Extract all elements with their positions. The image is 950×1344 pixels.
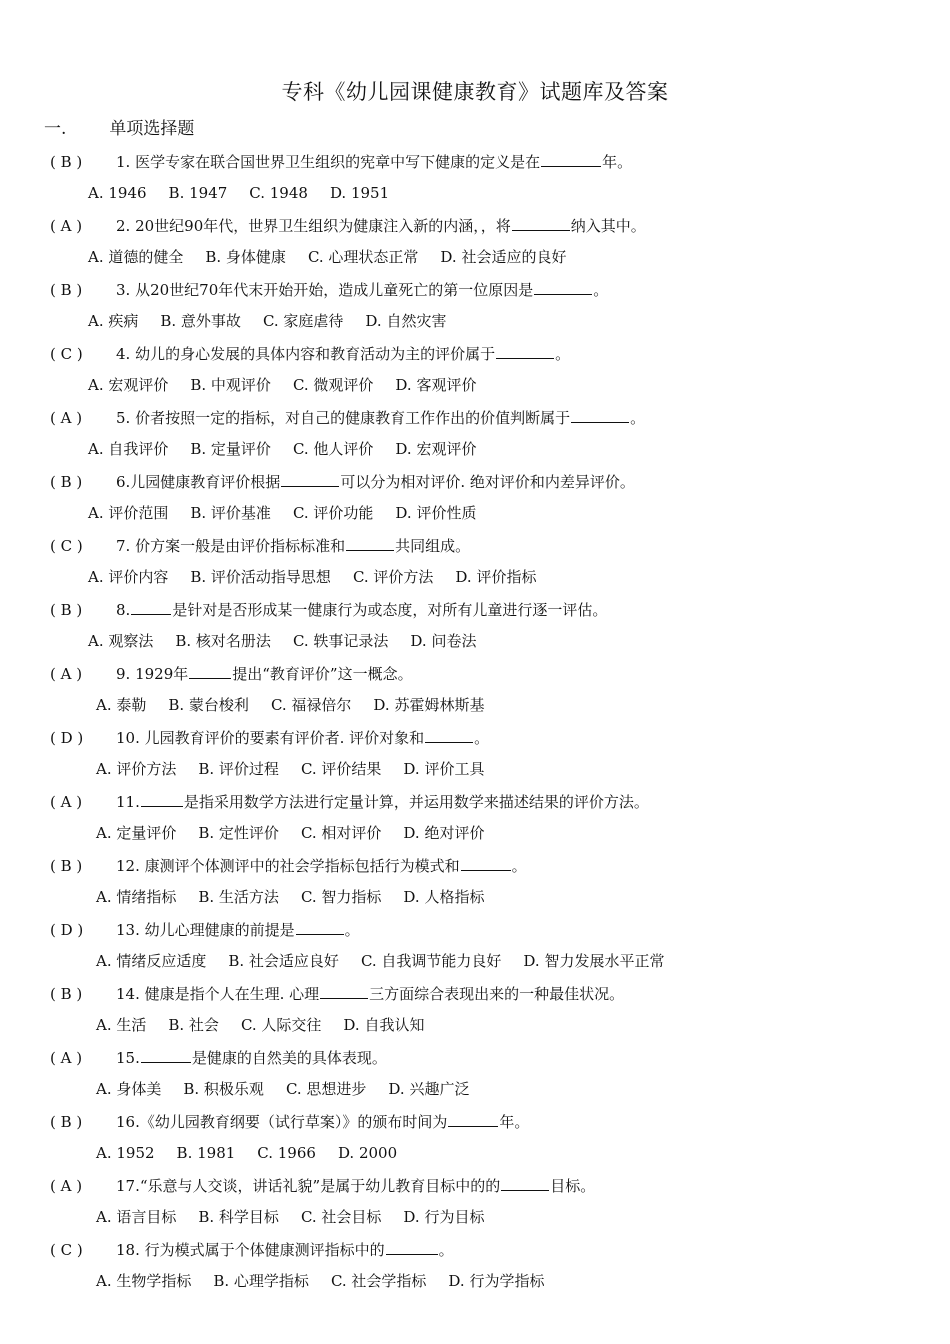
question-text-tail: 。: [438, 1241, 454, 1259]
option-b: B. 中观评价: [190, 376, 271, 394]
answer-marker: ( C ): [50, 537, 83, 555]
question-line: [50, 468, 635, 494]
option-c: C. 评价方法: [352, 568, 434, 586]
question-text-tail: 提出“教育评价”这一概念。: [232, 665, 413, 683]
question-line: [50, 596, 607, 622]
answer-marker: ( B ): [50, 601, 83, 619]
options-line: [88, 500, 498, 526]
question-item: [50, 722, 910, 786]
question-text: 15.: [116, 1049, 140, 1067]
question-line: [50, 404, 645, 430]
question-text-tail: 可以分为相对评价. 绝对评价和内差异评价。: [340, 473, 635, 491]
option-b: B. 蒙台梭利: [168, 696, 249, 714]
option-b: B. 1947: [168, 184, 228, 202]
answer-marker: ( C ): [50, 1241, 83, 1259]
option-b: B. 心理学指标: [213, 1272, 309, 1290]
question-text-tail: 是指采用数学方法进行定量计算，并运用数学来描述结果的评价方法。: [183, 793, 649, 811]
option-d: D. 客观评价: [395, 376, 477, 394]
question-text: 18. 行为模式属于个体健康测评指标中的: [116, 1241, 385, 1259]
option-b: B. 评价基准: [190, 504, 271, 522]
question-item: [50, 1042, 910, 1106]
option-d: D. 自然灾害: [365, 312, 447, 330]
option-a: A. 情绪反应适度: [96, 952, 207, 970]
option-a: A. 疾病: [88, 312, 139, 330]
question-item: [50, 274, 910, 338]
option-c: C. 人际交往: [240, 1016, 322, 1034]
fill-blank: [571, 404, 629, 423]
option-a: A. 评价范围: [88, 504, 169, 522]
options-line: [88, 436, 498, 462]
option-c: C. 他人评价: [292, 440, 374, 458]
options-line: [96, 1076, 491, 1102]
question-item: [50, 978, 910, 1042]
question-text: 8.: [116, 601, 131, 619]
option-b: B. 生活方法: [198, 888, 279, 906]
question-line: [50, 724, 489, 750]
question-text-tail: 。: [474, 729, 490, 747]
fill-blank: [448, 1108, 498, 1127]
question-item: [50, 1234, 910, 1298]
question-text: 2. 20世纪90年代，世界卫生组织为健康注入新的内涵，，将: [116, 217, 511, 235]
section-heading: [44, 114, 194, 139]
option-a: A. 生物学指标: [96, 1272, 192, 1290]
question-item: [50, 210, 910, 274]
option-a: A. 自我评价: [88, 440, 169, 458]
fill-blank: [425, 724, 473, 743]
option-d: D. 2000: [337, 1144, 398, 1162]
options-line: [88, 372, 498, 398]
question-line: [50, 1236, 454, 1262]
answer-marker: ( D ): [50, 921, 84, 939]
answer-marker: ( B ): [50, 153, 83, 171]
question-line: [50, 1172, 595, 1198]
question-text-tail: 是健康的自然美的具体表现。: [191, 1049, 387, 1067]
options-line: [96, 1140, 419, 1166]
question-item: [50, 658, 910, 722]
option-c: C. 1948: [249, 184, 308, 202]
question-text: 16.《幼儿园教育纲要（试行草案）》的颁布时间为: [116, 1113, 448, 1131]
option-a: A. 评价内容: [88, 568, 169, 586]
options-line: [96, 692, 506, 718]
option-c: C. 社会学指标: [330, 1272, 427, 1290]
question-text-tail: 年。: [499, 1113, 530, 1131]
option-c: C. 智力指标: [300, 888, 382, 906]
option-a: A. 生活: [96, 1016, 147, 1034]
section-label: 单项选择题: [109, 119, 195, 139]
answer-marker: ( A ): [50, 409, 83, 427]
options-line: [88, 244, 588, 270]
question-item: [50, 1170, 910, 1234]
question-line: [50, 788, 649, 814]
option-c: C. 家庭虐待: [262, 312, 344, 330]
option-b: B. 1981: [176, 1144, 236, 1162]
document-title: 专科《幼儿园课健康教育》试题库及答案: [281, 80, 669, 104]
options-line: [88, 564, 558, 590]
option-d: D. 苏霍姆林斯基: [373, 696, 485, 714]
option-a: A. 道德的健全: [88, 248, 184, 266]
question-text-tail: 。: [344, 921, 360, 939]
option-a: A. 定量评价: [96, 824, 177, 842]
question-text-tail: 。: [555, 345, 571, 363]
option-a: A. 宏观评价: [88, 376, 169, 394]
option-b: B. 科学目标: [198, 1208, 279, 1226]
options-line: [96, 756, 506, 782]
option-a: A. 评价方法: [96, 760, 177, 778]
option-d: D. 自我认知: [343, 1016, 425, 1034]
option-c: C. 1966: [257, 1144, 316, 1162]
question-text-tail: 共同组成。: [395, 537, 471, 555]
fill-blank: [541, 148, 601, 167]
question-text: 10. 儿园教育评价的要素有评价者. 评价对象和: [116, 729, 425, 747]
option-d: D. 智力发展水平正常: [523, 952, 665, 970]
question-text-tail: 。: [593, 281, 609, 299]
option-c: C. 社会目标: [300, 1208, 382, 1226]
question-item: [50, 146, 910, 210]
option-a: A. 1946: [88, 184, 147, 202]
fill-blank: [461, 852, 511, 871]
question-text: 1. 医学专家在联合国世界卫生组织的宪章中写下健康的定义是在: [116, 153, 541, 171]
question-text: 13. 幼儿心理健康的前提是: [116, 921, 295, 939]
answer-marker: ( A ): [50, 217, 83, 235]
options-line: [96, 948, 686, 974]
question-text: 3. 从20世纪70年代末开始开始，造成儿童死亡的第一位原因是: [116, 281, 534, 299]
fill-blank: [296, 916, 344, 935]
options-line: [88, 628, 498, 654]
question-text: 6.儿园健康教育评价根据: [116, 473, 281, 491]
question-text: 4. 幼儿的身心发展的具体内容和教育活动为主的评价属于: [116, 345, 496, 363]
fill-blank: [496, 340, 554, 359]
option-c: C. 福禄倍尔: [270, 696, 352, 714]
fill-blank: [386, 1236, 438, 1255]
option-d: D. 行为学指标: [448, 1272, 545, 1290]
answer-marker: ( A ): [50, 1049, 83, 1067]
option-b: B. 意外事故: [160, 312, 241, 330]
question-item: [50, 850, 910, 914]
option-d: D. 社会适应的良好: [440, 248, 567, 266]
fill-blank: [534, 276, 592, 295]
section-number: 一.: [44, 119, 67, 139]
option-b: B. 身体健康: [205, 248, 286, 266]
option-d: D. 问卷法: [410, 632, 477, 650]
option-b: B. 社会适应良好: [228, 952, 339, 970]
answer-marker: ( C ): [50, 345, 83, 363]
option-d: D. 人格指标: [403, 888, 485, 906]
option-d: D. 宏观评价: [395, 440, 477, 458]
option-b: B. 社会: [168, 1016, 219, 1034]
question-text: 9. 1929年: [116, 665, 189, 683]
question-item: [50, 594, 910, 658]
question-line: [50, 276, 608, 302]
answer-marker: ( A ): [50, 665, 83, 683]
question-text-tail: 三方面综合表现出来的一种最佳状况。: [369, 985, 625, 1003]
fill-blank: [141, 788, 183, 807]
option-a: A. 情绪指标: [96, 888, 177, 906]
answer-marker: ( B ): [50, 985, 83, 1003]
question-text: 17.“乐意与人交谈，讲话礼貌”是属于幼儿教育目标中的的: [116, 1177, 501, 1195]
option-c: C. 思想进步: [285, 1080, 367, 1098]
option-b: B. 评价活动指导思想: [190, 568, 331, 586]
answer-marker: ( B ): [50, 281, 83, 299]
question-line: [50, 340, 570, 366]
answer-marker: ( A ): [50, 793, 83, 811]
question-item: [50, 914, 910, 978]
option-c: C. 评价结果: [300, 760, 382, 778]
options-line: [88, 308, 468, 334]
fill-blank: [501, 1172, 549, 1191]
fill-blank: [512, 212, 570, 231]
question-text: 12. 康测评个体测评中的社会学指标包括行为模式和: [116, 857, 460, 875]
fill-blank: [189, 660, 231, 679]
question-line: [50, 916, 360, 942]
question-text-tail: 纳入其中。: [570, 217, 646, 235]
question-line: [50, 532, 470, 558]
question-text: 11.: [116, 793, 140, 811]
question-item: [50, 402, 910, 466]
answer-marker: ( A ): [50, 1177, 83, 1195]
question-line: [50, 980, 624, 1006]
options-line: [96, 1012, 446, 1038]
question-list: [50, 146, 910, 1298]
answer-marker: ( B ): [50, 857, 83, 875]
fill-blank: [281, 468, 339, 487]
question-line: [50, 1108, 529, 1134]
fill-blank: [141, 1044, 191, 1063]
question-text: 7. 价方案一般是由评价指标标准和: [116, 537, 346, 555]
question-text: 5. 价者按照一定的指标，对自己的健康教育工作作出的价值判断属于: [116, 409, 571, 427]
option-c: C. 微观评价: [292, 376, 374, 394]
question-text-tail: 是针对是否形成某一健康行为或态度，对所有儿童进行逐一评估。: [172, 601, 608, 619]
question-line: [50, 1044, 387, 1070]
question-item: [50, 786, 910, 850]
question-text-tail: 目标。: [550, 1177, 596, 1195]
option-b: B. 定性评价: [198, 824, 279, 842]
options-line: [96, 1204, 506, 1230]
question-text-tail: 年。: [602, 153, 633, 171]
question-line: [50, 148, 632, 174]
option-b: B. 积极乐观: [183, 1080, 264, 1098]
option-b: B. 定量评价: [190, 440, 271, 458]
option-c: C. 评价功能: [292, 504, 374, 522]
option-b: B. 核对名册法: [175, 632, 271, 650]
question-item: [50, 338, 910, 402]
option-a: A. 1952: [96, 1144, 155, 1162]
option-c: C. 心理状态正常: [307, 248, 419, 266]
options-line: [96, 1268, 566, 1294]
option-a: A. 泰勒: [96, 696, 147, 714]
question-text-tail: 。: [511, 857, 527, 875]
option-c: C. 轶事记录法: [292, 632, 389, 650]
options-line: [96, 884, 506, 910]
option-a: A. 语言目标: [96, 1208, 177, 1226]
question-line: [50, 852, 527, 878]
option-d: D. 行为目标: [403, 1208, 485, 1226]
fill-blank: [320, 980, 368, 999]
question-text-tail: 。: [630, 409, 646, 427]
options-line: [96, 820, 506, 846]
question-line: [50, 660, 413, 686]
question-item: [50, 466, 910, 530]
question-line: [50, 212, 646, 238]
question-text: 14. 健康是指个人在生理. 心理: [116, 985, 320, 1003]
fill-blank: [346, 532, 394, 551]
answer-marker: ( D ): [50, 729, 84, 747]
question-item: [50, 530, 910, 594]
option-a: A. 身体美: [96, 1080, 162, 1098]
option-b: B. 评价过程: [198, 760, 279, 778]
option-c: C. 相对评价: [300, 824, 382, 842]
options-line: [88, 180, 411, 206]
option-a: A. 观察法: [88, 632, 154, 650]
option-d: D. 绝对评价: [403, 824, 485, 842]
question-item: [50, 1106, 910, 1170]
option-c: C. 自我调节能力良好: [360, 952, 502, 970]
answer-marker: ( B ): [50, 473, 83, 491]
option-d: D. 评价性质: [395, 504, 477, 522]
option-d: D. 评价工具: [403, 760, 485, 778]
answer-marker: ( B ): [50, 1113, 83, 1131]
option-d: D. 兴趣广泛: [388, 1080, 470, 1098]
option-d: D. 评价指标: [455, 568, 537, 586]
option-d: D. 1951: [329, 184, 390, 202]
fill-blank: [131, 596, 171, 615]
